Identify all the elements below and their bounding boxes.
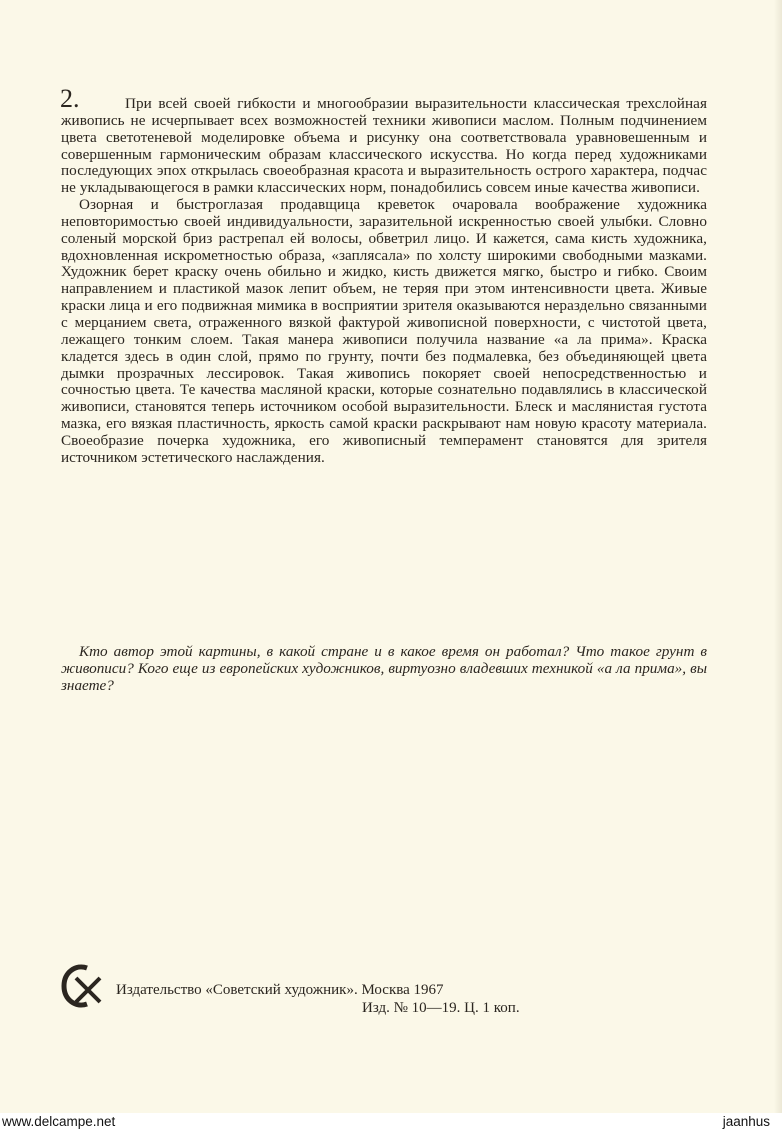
imprint-edition: Изд. № 10—19. Ц. 1 коп. <box>362 1000 520 1016</box>
sheet-edge-shadow <box>774 0 782 1113</box>
questions-paragraph: Кто автор этой картины, в какой стране и в какое время он работал? Что такое грунт в живописи? Кого еще из европейских художников, виртуозно владевших техникой «а ла прима», вы знаете? <box>61 643 707 694</box>
main-text <box>61 96 707 467</box>
watermark-bar <box>0 1113 782 1131</box>
paragraph-2: Озорная и быстроглазая продавщица креветок очаровала воображение художника неповторимостью своей индивидуальности, заразительной искренностью своей улыбки. Словно соленый морской бриз растрепал ей волосы, обветрил лицо. И кажется, сама кисть художника, вдохновленная искрометностью образа, «заплясала» по холсту широкими свободными мазками. Художник берет краску очень обильно и жидко, кисть движется мягко, быстро и гибко. Своим направлением и пластикой мазок лепит объем, не теряя при этом интенсивности цвета. Живые краски лица и его подвижная мимика в восприятии зрителя оказываются нераздельно связанными с мерцанием света, отраженного вязкой фактурой живописной поверхности, с чистотой цвета, лежащего тонким слоем. Такая манера живописи получила название «а ла прима». Краска кладется здесь в один слой, прямо по грунту, почти без подмалевка, без объединяющей цвета дымки прозрачных лессировок. Такая живопись покоряет своей непосредственностью и сочностью цвета. Те качества масляной краски, которые сознательно подавлялись в классической живописи, становятся теперь источником особой выразительности. Блеск и маслянистая густота мазка, его вязкая пластичность, яркость самой краски раскрывают нам новую красоту материала. Своеобразие почерка художника, его живописный темперамент становятся для зрителя источником эстетического наслаждения. <box>61 196 707 466</box>
imprint-publisher: Издательство «Советский художник». Москва 1967 <box>116 982 444 998</box>
publisher-logo-icon <box>60 962 104 1010</box>
page-number: 2. <box>60 84 80 113</box>
paragraph-1: При всей своей гибкости и многообразии выразительности классическая трехслойная живопись не исчерпывает всех возможностей техники живописи маслом. Полным подчинением цвета светотеневой моделировке объема и рисунку она соответствовала уравновешенным и совершенным гармоническим образам классического искусства. Но когда перед художниками последующих эпох открылась своеобразная красота и выразительность острого характера, подчас не укладывающегося в рамки классических норм, понадобились совсем иные качества живописи. <box>61 95 707 197</box>
watermark-site: www.delcampe.net <box>2 1114 116 1129</box>
watermark-user: jaanhus <box>722 1114 770 1129</box>
